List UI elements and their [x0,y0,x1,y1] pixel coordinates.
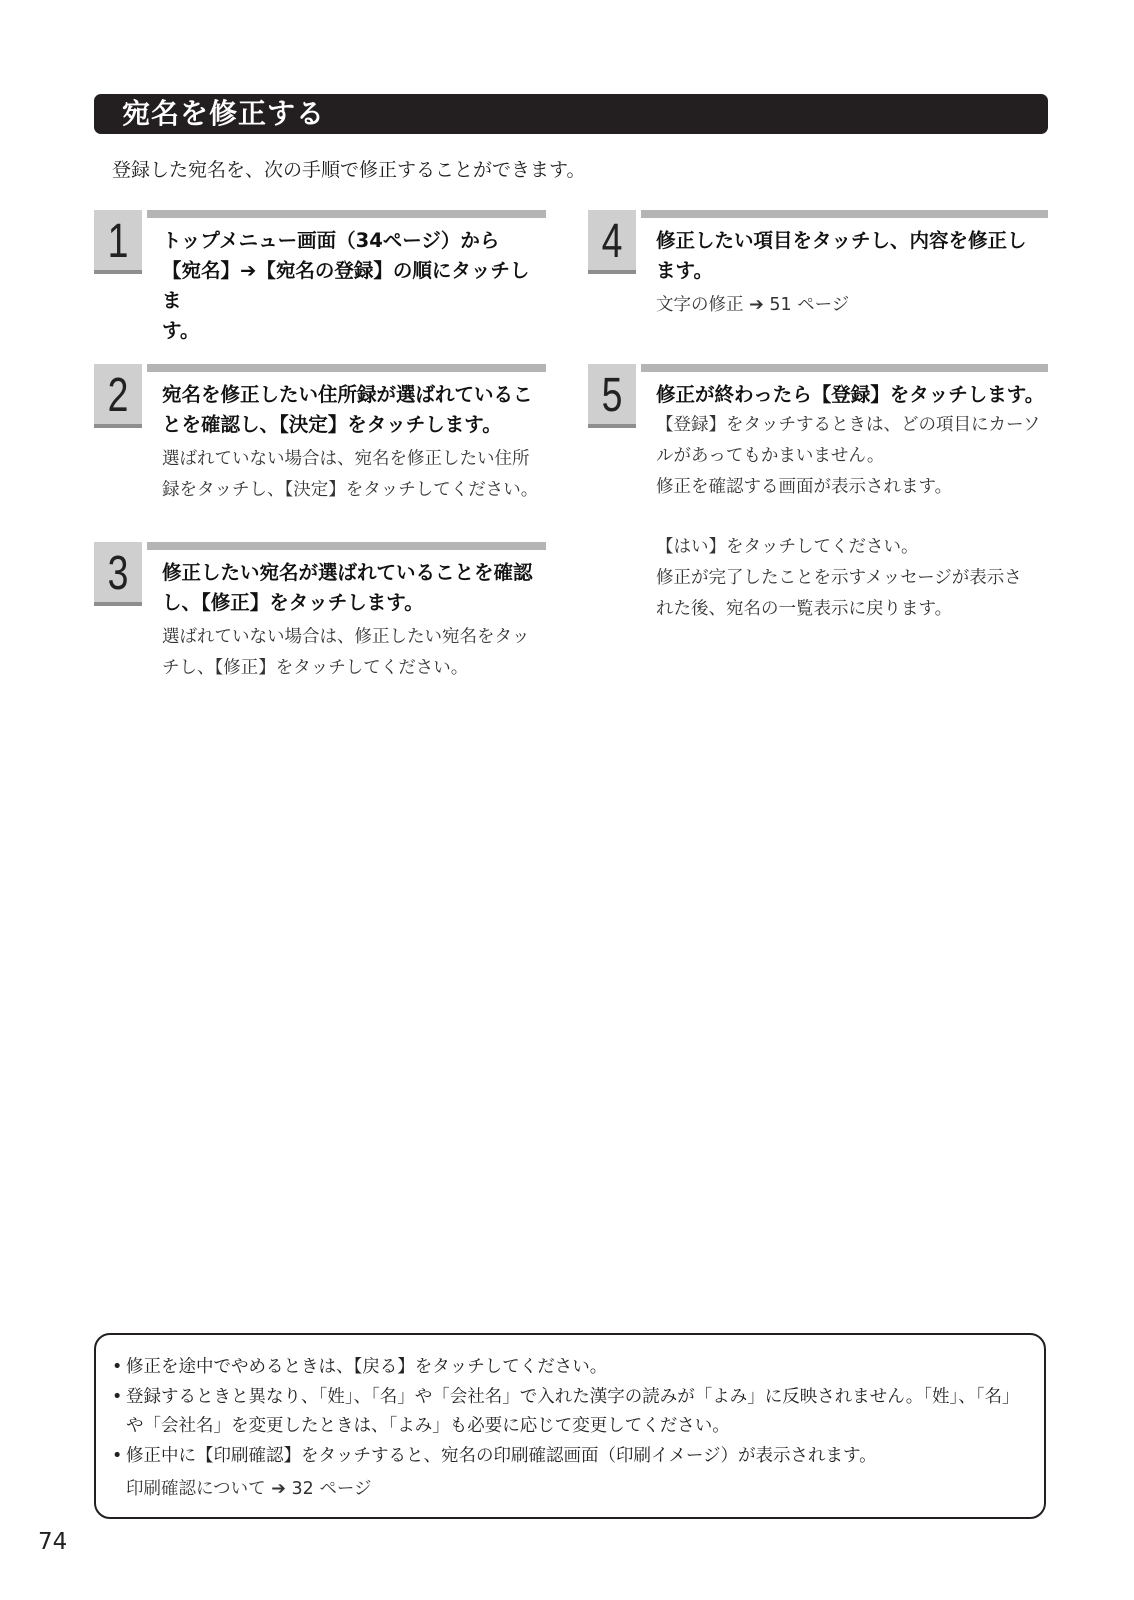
step-number-box [588,210,636,274]
step-body [162,558,546,684]
step-number: 5 [601,369,623,422]
step-bar [142,210,546,218]
arrow-right-icon: ➔ [749,295,764,315]
note-item: • 修正を途中でやめるときは、【戻る】をタッチしてください。 [112,1353,1028,1383]
step-instruction: 修正したい項目をタッチし、内容を修正し ます。 [656,229,1027,282]
intro-text: 登録した宛名を、次の手順で修正することができます。 [112,159,586,181]
arrow-right-icon: ➔ [271,1479,286,1499]
step-4 [588,210,1048,320]
notes-box [94,1333,1046,1519]
note-item: • 修正中に【印刷確認】をタッチすると、宛名の印刷確認画面（印刷イメージ）が表示されます。 [112,1442,1028,1472]
step-2 [94,364,546,504]
step-number: 4 [601,215,623,268]
step-number-box [94,210,142,274]
step-number: 2 [107,369,129,422]
bullet-icon: • [112,1445,123,1466]
step-bar [636,210,1048,218]
step-body [162,380,546,506]
step-number-box [94,542,142,606]
step-number: 1 [107,215,129,268]
page-link[interactable]: 51 ページ [769,295,850,315]
step-instruction: トップメニュー画面（34ページ）から 【宛名】➔【宛名の登録】の順にタッチしま す。 [162,229,530,342]
step-body [656,226,1048,320]
step-instruction: 修正したい宛名が選ばれていることを確認 し、【修正】をタッチします。 [162,561,533,614]
step-note: 選ばれていない場合は、修正したい宛名をタッ チし、【修正】をタッチしてください。 [162,627,530,678]
bullet-icon: • [112,1357,123,1377]
step-5 [588,364,1048,624]
step-instruction: 修正が終わったら【登録】をタッチします。 [656,383,1045,406]
step-3 [94,542,546,682]
bullet-icon: • [112,1386,123,1407]
step-number: 3 [107,547,129,600]
step-number-box [94,364,142,428]
note-item: • 登録するときと異なり、「姓」、「名」や「会社名」で入れた漢字の読みが「よみ」に反映されません。「姓」、「名」や「会社名」を変更したときは、「よみ」も必要に応じて変更してください。 [112,1383,1028,1442]
page-reference: 文字の修正 ➔ 51 ページ [656,295,850,315]
step-note: 【登録】をタッチするときは、どの項目にカーソ ルがあってもかまいません。 修正を確認する画面が表示されます。 【はい】をタッチしてください。 修正が完了したことを示すメッセージが表示さ れた後、宛名の一覧表示に戻ります。 [656,415,1041,619]
step-body [162,226,546,346]
step-bar [142,364,546,372]
section-header [94,94,1048,134]
notes-list [112,1353,1028,1471]
step-bar [142,542,546,550]
step-body [656,380,1048,625]
page-reference: 印刷確認について ➔ 32 ページ [126,1479,372,1499]
step-instruction: 宛名を修正したい住所録が選ばれているこ とを確認し、【決定】をタッチします。 [162,383,533,436]
page-link[interactable]: 32 ページ [291,1479,372,1499]
step-note: 選ばれていない場合は、宛名を修正したい住所 録をタッチし、【決定】をタッチしてください。 [162,449,539,500]
section-title: 宛名を修正する [122,97,326,130]
step-number-box [588,364,636,428]
step-bar [636,364,1048,372]
step-1 [94,210,546,342]
page-number: 74 [38,1529,68,1555]
